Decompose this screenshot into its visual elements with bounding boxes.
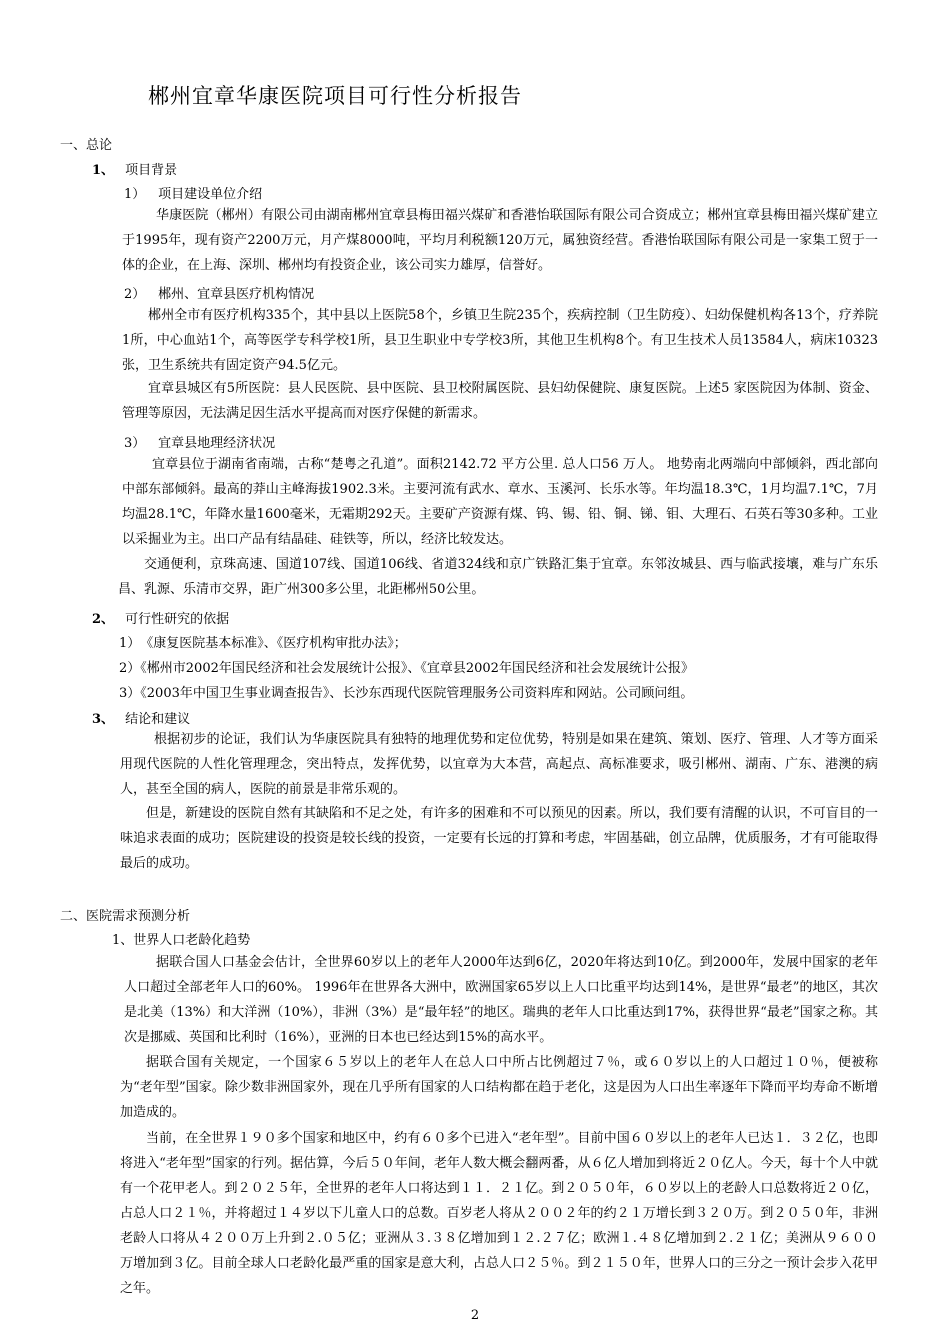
- section2-heading: 二、医院需求预测分析: [60, 909, 191, 924]
- section2-sub1-heading: 1、世界人口老龄化趋势: [112, 933, 251, 948]
- reference-item-3: 3）《2003年中国卫生事业调查报告》、长沙东西现代医院管理服务公司资料库和网站。公司顾问组。: [119, 686, 694, 701]
- item3-number: 3）: [124, 436, 146, 451]
- section1-sub3-heading: [92, 708, 190, 727]
- section1-sub1-label: 项目背景: [125, 163, 178, 178]
- item1-number: 1）: [124, 187, 146, 202]
- page-number: 2: [470, 1308, 480, 1323]
- section1-heading: 一、总论: [60, 138, 113, 153]
- section1-sub3-number: 3、: [92, 712, 115, 727]
- item2-label: 郴州、宜章县医疗机构情况: [158, 287, 315, 302]
- conclusion-paragraph-1: 根据初步的论证，我们认为华康医院具有独特的地理优势和定位优势，特别是如果在建筑、策划、医疗、管理、人才等方面采用现代医院的人性化管理理念，突出特点，发挥优势，以宜章为大本营，高起点、高标准要求，吸引郴州、湖南、广东、港澳的病人，甚至全国的病人，医院的前景是非常乐观的。: [120, 732, 878, 797]
- section1-sub1-heading: [92, 159, 177, 178]
- item2-paragraph-1: 郴州全市有医疗机构335个，其中县以上医院58个，乡镇卫生院235个，疾病控制（卫生防疫）、妇幼保健机构各13个，疗养院1所，中心血站1个，高等医学专科学校1所，县卫生职业中专学校3所，其他卫生机构8个。有卫生技术人员13584人，病床10323张，卫生系统共有固定资产94.5亿元。: [122, 308, 878, 373]
- item2-paragraph-2: 宜章县城区有5所医院：县人民医院、县中医院、县卫校附属医院、县妇幼保健院、康复医院。上述5 家医院因为体制、资金、管理等原因，无法满足因生活水平提高而对医疗保健的新需求。: [122, 381, 878, 421]
- item1-heading: [124, 183, 262, 202]
- item3-paragraph-1: 宜章县位于湖南省南端，古称“楚粤之孔道”。面积2142.72 平方公里. 总人口56 万人。 地势南北两端向中部倾斜，西北部向中部东部倾斜。最高的莽山主峰海拔1902.3米。主要河流有武水、章水、玉溪河、长乐水等。年均温18.3℃，1月均温7.1℃，7月均温28.1℃，年降水量1600毫米，无霜期292天。主要矿产资源有煤、钨、锡、铅、铜、锑、钼、大理石、石英石等30多种。工业以采掘业为主。出口产品有结晶硅、硅铁等，所以，经济比较发达。: [122, 457, 878, 547]
- item2-number: 2）: [124, 287, 146, 302]
- aging-paragraph-3: 当前，在全世界１９０多个国家和地区中，约有６０多个已进入“老年型”。目前中国６０岁以上的老年人已达１．３２亿，也即将进入“老年型”国家的行列。据估算，今后５０年间，老年人数大概会翻两番，从６亿人增加到将近２０亿人。今天，每十个人中就有一个花甲老人。到２０２５年，全世界的老年人口将达到１１．２１亿。到２０５０年，６０岁以上的老龄人口总数将近２０亿，占总人口２１％，并将超过１４岁以下儿童人口的总数。百岁老人将从２００２年的约２１万增长到３２０万。到２０５０年，非洲老龄人口将从４２００万上升到２.０５亿；亚洲从３.３８亿增加到１２.２７亿；欧洲１.４８亿增加到２.２１亿；美洲从９６００万增加到３亿。目前全球人口老龄化最严重的国家是意大利，占总人口２５％。到２１５０年，世界人口的三分之一预计会步入花甲之年。: [120, 1131, 878, 1296]
- item1-label: 项目建设单位介绍: [158, 187, 263, 202]
- section1-sub2-number: 2、: [92, 612, 115, 627]
- item1-paragraph: 华康医院（郴州）有限公司由湖南郴州宜章县梅田福兴煤矿和香港怡联国际有限公司合资成立；郴州宜章县梅田福兴煤矿建立于1995年，现有资产2200万元，月产煤8000吨，平均月利税额120万元，属独资经营。香港怡联国际有限公司是一家集工贸于一体的企业，在上海、深圳、郴州均有投资企业，该公司实力雄厚，信誉好。: [122, 208, 878, 273]
- document-title: 郴州宜章华康医院项目可行性分析报告: [148, 84, 522, 108]
- reference-item-2: 2）《郴州市2002年国民经济和社会发展统计公报》、《宜章县2002年国民经济和社会发展统计公报》: [119, 661, 694, 676]
- section1-sub2-heading: [92, 608, 229, 627]
- item2-heading: [124, 283, 314, 302]
- item3-label: 宜章县地理经济状况: [158, 436, 276, 451]
- section1-sub1-number: 1、: [92, 163, 115, 178]
- conclusion-paragraph-2: 但是，新建设的医院自然有其缺陷和不足之处，有许多的困难和不可以预见的因素。所以，我们要有清醒的认识，不可盲目的一味追求表面的成功；医院建设的投资是较长线的投资，一定要有长远的打算和考虑，牢固基础，创立品牌，优质服务，才有可能取得最后的成功。: [120, 806, 878, 871]
- section1-sub3-label: 结论和建议: [125, 712, 191, 727]
- item3-heading: [124, 432, 275, 451]
- item3-paragraph-2: 交通便利，京珠高速、国道107线、国道106线、省道324线和京广铁路汇集于宜章。东邻汝城县、西与临武接壤，难与广东乐昌、乳源、乐清市交界，距广州300多公里，北距郴州50公里。: [118, 557, 878, 597]
- section1-sub2-label: 可行性研究的依据: [125, 612, 230, 627]
- aging-paragraph-2: 据联合国有关规定，一个国家６５岁以上的老年人在总人口中所占比例超过７％，或６０岁以上的人口超过１０％，便被称为“老年型”国家。除少数非洲国家外，现在几乎所有国家的人口结构都在趋于老化，这是因为人口出生率逐年下降而平均寿命不断增加造成的。: [120, 1055, 878, 1120]
- reference-item-1: 1） 《康复医院基本标准》、《医疗机构审批办法》；: [119, 636, 407, 651]
- aging-paragraph-1: 据联合国人口基金会估计，全世界60岁以上的老年人2000年达到6亿，2020年将达到10亿。到2000年，发展中国家的老年人口超过全部老年人口的60%。 1996年在世界各大洲中，欧洲国家65岁以上人口比重平均达到14%，是世界“最老”的地区，其次是北美（13%）和大洋洲（10%），非洲（3%）是“最年轻”的地区。瑞典的老年人口比重达到17%，获得世界“最老”国家之称。其次是挪威、英国和比利时（16%），亚洲的日本也已经达到15%的高水平。: [124, 955, 878, 1045]
